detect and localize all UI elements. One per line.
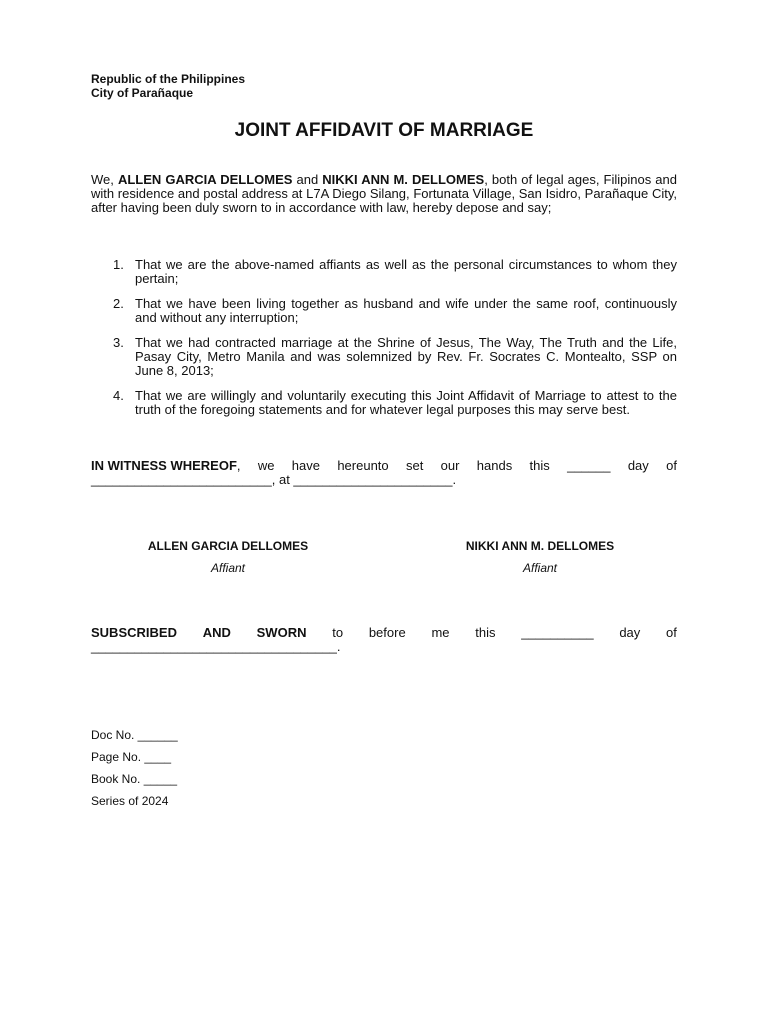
jurat-word: before xyxy=(368,625,406,640)
jurat-word: this xyxy=(475,625,496,640)
item-number: 2. xyxy=(113,296,124,311)
jurat-line-1 xyxy=(91,626,677,640)
jurat-word: of xyxy=(666,625,677,640)
witness-bold: IN WITNESS WHEREOF xyxy=(91,458,237,473)
signatory-role: Affiant xyxy=(522,561,558,575)
jurat-bold: SUBSCRIBED xyxy=(91,625,177,640)
document-header xyxy=(91,72,245,100)
jurat-paragraph xyxy=(91,626,677,654)
affiant-name-1: ALLEN GARCIA DELLOMES xyxy=(117,172,293,187)
witness-word: our xyxy=(440,458,460,473)
witness-line-1 xyxy=(91,459,677,473)
item-number: 3. xyxy=(113,335,124,350)
document-title: JOINT AFFIDAVIT OF MARRIAGE xyxy=(234,120,534,141)
item-number: 1. xyxy=(113,257,124,272)
series-year: Series of 2024 xyxy=(91,794,169,808)
signatory-name: NIKKI ANN M. DELLOMES xyxy=(465,539,615,553)
affiant-name-2: NIKKI ANN M. DELLOMES xyxy=(322,172,485,187)
witness-word: we xyxy=(257,458,275,473)
witness-word: hereunto xyxy=(337,458,389,473)
signature-block-1 xyxy=(128,539,328,575)
intro-rest: , both of legal ages, Filipinos and with residence and postal address at L7A Diego Silang, Fortunata Village, San Isidro, Parañaque City, after having been duly sworn to in accordance with law, hereby depose and say; xyxy=(91,172,677,215)
header-country: Republic of the Philippines xyxy=(91,72,246,86)
intro-we: We, xyxy=(91,172,118,187)
signature-block-2 xyxy=(440,539,640,575)
list-item xyxy=(91,297,677,325)
item-text: That we are willingly and voluntarily executing this Joint Affidavit of Marriage to attest to the truth of the foregoing statements and for whatever legal purposes this may serve best. xyxy=(135,388,677,417)
signatory-role: Affiant xyxy=(210,561,246,575)
intro-and: and xyxy=(292,172,323,187)
witness-paragraph xyxy=(91,459,677,487)
header-city: City of Parañaque xyxy=(91,86,194,100)
witness-word: set xyxy=(405,458,424,473)
doc-number: Doc No. ______ xyxy=(91,728,178,742)
book-number: Book No. _____ xyxy=(91,772,178,786)
witness-word: IN WITNESS WHEREOF, xyxy=(91,458,241,473)
witness-word: have xyxy=(291,458,320,473)
jurat-bold: SWORN xyxy=(256,625,307,640)
statements-list xyxy=(91,258,677,428)
item-text: That we have been living together as husband and wife under the same roof, continuously and without any interruption; xyxy=(135,296,677,325)
list-item xyxy=(91,258,677,286)
jurat-day-blank: __________ xyxy=(521,625,594,640)
list-item xyxy=(91,389,677,417)
witness-word: this xyxy=(529,458,550,473)
item-number: 4. xyxy=(113,388,124,403)
jurat-word: day xyxy=(619,625,641,640)
page-number: Page No. ____ xyxy=(91,750,172,764)
signatory-name: ALLEN GARCIA DELLOMES xyxy=(147,539,309,553)
intro-paragraph xyxy=(91,173,677,215)
jurat-bold: AND xyxy=(202,625,231,640)
witness-word: hands xyxy=(476,458,513,473)
jurat-word: me xyxy=(431,625,450,640)
witness-line-2: _________________________, at ______________________. xyxy=(91,472,457,487)
item-text: That we are the above-named affiants as well as the personal circumstances to whom they pertain; xyxy=(135,257,677,286)
list-item xyxy=(91,336,677,378)
jurat-line-2: __________________________________. xyxy=(91,639,341,654)
witness-word: day xyxy=(627,458,649,473)
jurat-word: to xyxy=(332,625,344,640)
item-text: That we had contracted marriage at the Shrine of Jesus, The Way, The Truth and the Life, Pasay City, Metro Manila and was solemnized by Rev. Fr. Socrates C. Montealto, SSP on June 8, 2013; xyxy=(135,335,677,378)
notarial-details xyxy=(91,728,178,816)
witness-day-blank: ______ xyxy=(567,458,611,473)
witness-word: of xyxy=(666,458,677,473)
